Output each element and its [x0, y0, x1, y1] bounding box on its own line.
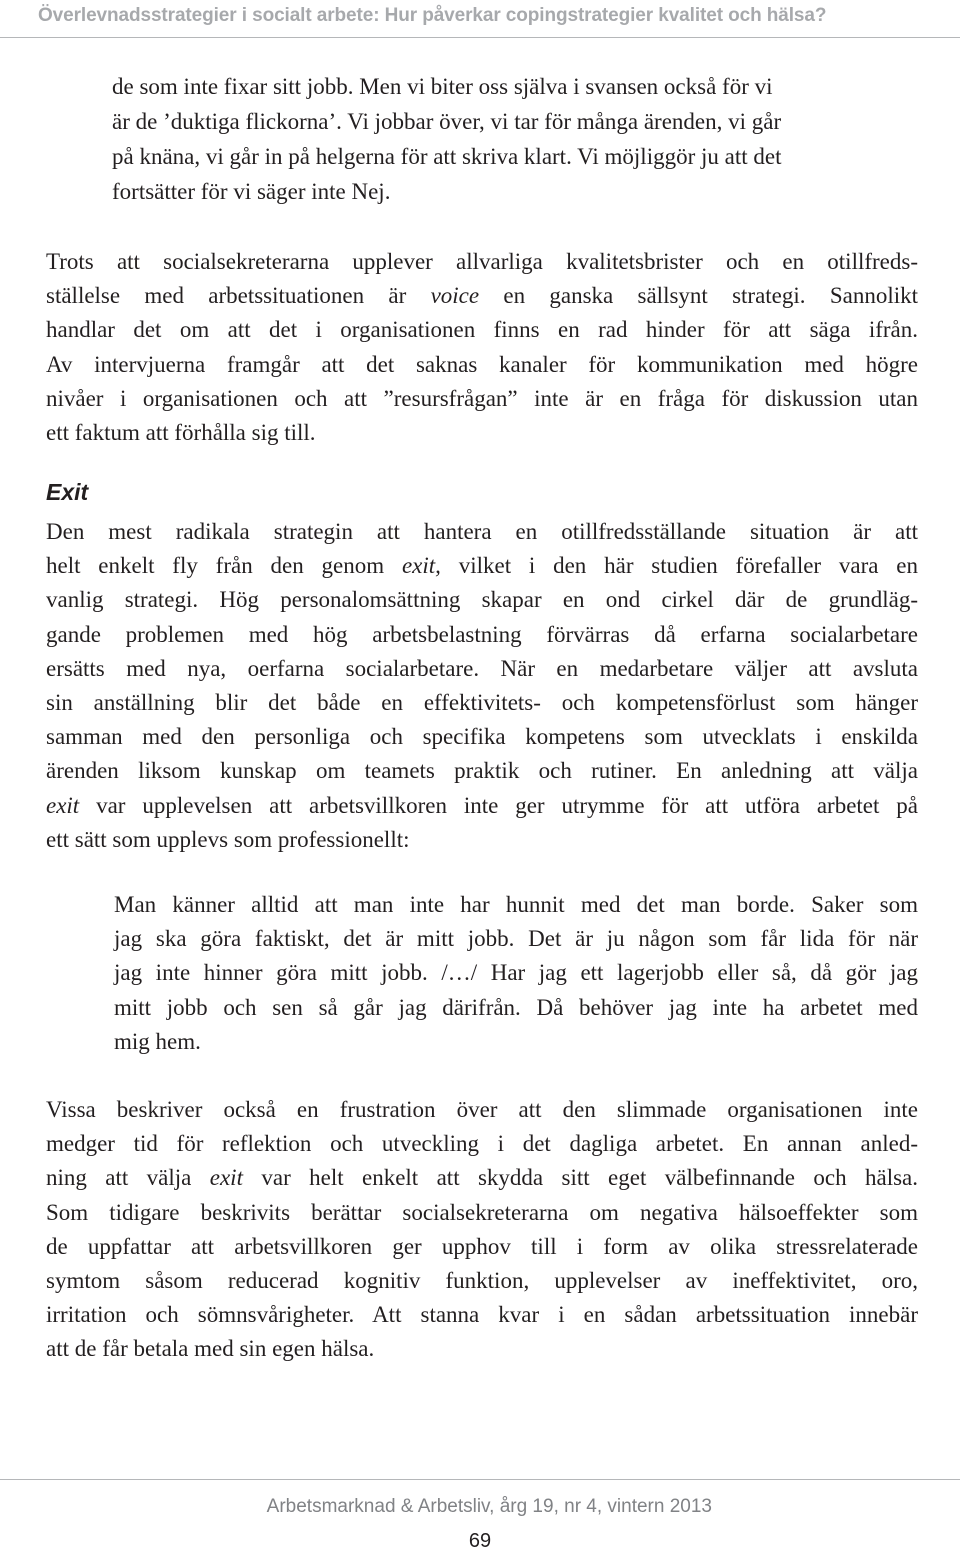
paragraph-line: Av intervjuerna framgår att det saknas kanaler för kommunikation med högre: [46, 351, 918, 377]
paragraph-line: ersätts med nya, oerfarna socialarbetare. När en medarbetare väljer att avsluta: [46, 655, 918, 681]
quote-line: de som inte fixar sitt jobb. Men vi biter oss själva i svansen också för vi: [112, 74, 773, 99]
quote-continuation: [112, 69, 920, 209]
paragraph-line: ärenden liksom kunskap om teamets praktik och rutiner. En anledning att välja: [46, 758, 918, 784]
header-rule: [0, 37, 960, 38]
text-run: ning att välja: [46, 1165, 210, 1191]
interview-blockquote: [114, 888, 918, 1059]
paragraph-line: de uppfattar att arbetsvillkoren ger upphov till i form av olika stressrelaterade: [46, 1233, 918, 1259]
paragraph-line: sin anställning blir det både en effektivitets- och kompetensförlust som hänger: [46, 690, 918, 716]
quote-line: på knäna, vi går in på helgerna för att skriva klart. Vi möjliggör ju att det: [112, 144, 782, 169]
paragraph-line: gande problemen med hög arbetsbelastning förvärras då erfarna socialarbetare: [46, 621, 918, 647]
text-run: en ganska sällsynt strategi. Sannolikt: [479, 283, 918, 309]
text-run: var upplevelsen att arbetsvillkoren inte ger utrymme för att utföra arbetet på: [79, 792, 918, 818]
paragraph-line: ett faktum att förhålla sig till.: [46, 420, 316, 446]
blockquote-line: jag ska göra faktiskt, det är mitt jobb. Det är ju någon som får lida för när: [114, 926, 918, 952]
text-run: var helt enkelt att skydda sitt eget välbefinnande och hälsa.: [242, 1165, 919, 1191]
paragraph-line: Trots att socialsekreterarna upplever allvarliga kvalitetsbrister och en otillfreds-: [46, 249, 918, 274]
paragraph-line: irritation och sömnsvårigheter. Att stanna kvar i en sådan arbetssituation innebär: [46, 1302, 918, 1328]
italic-term: exit: [209, 1165, 243, 1191]
blockquote-line: mig hem.: [114, 1028, 201, 1054]
paragraph-line: vanlig strategi. Hög personalomsättning skapar en ond cirkel där de grundläg-: [46, 587, 918, 613]
paragraph-line: [46, 789, 918, 823]
paragraph-line: att de får betala med sin egen hälsa.: [46, 1336, 375, 1362]
paragraph-line: medger tid för reflektion och utveckling i det dagliga arbetet. En annan anled-: [46, 1131, 918, 1157]
paragraph-line: samman med den personliga och specifika kompetens som utvecklats i enskilda: [46, 724, 918, 750]
footer-rule: [0, 1479, 960, 1480]
blockquote-line: jag inte hinner göra mitt jobb. /…/ Har jag ett lagerjobb eller så, då gör jag: [114, 960, 918, 986]
paragraph-line: nivåer i organisationen och att ”resursfrågan” inte är en fråga för diskussion utan: [46, 385, 918, 411]
italic-term: voice: [430, 283, 480, 309]
paragraph-line: Vissa beskriver också en frustration över att den slimmade organisationen inte: [46, 1097, 918, 1122]
page-number: 69: [468, 1530, 492, 1552]
quote-line: är de ’duktiga flickorna’. Vi jobbar över, vi tar för många ärenden, vi går: [112, 109, 782, 134]
blockquote-line: mitt jobb och sen så går jag därifrån. Då behöver jag inte ha arbetet med: [114, 994, 918, 1020]
text-run: ställelse med arbetssituationen är: [46, 283, 431, 309]
paragraph-line: ett sätt som upplevs som professionellt:: [46, 826, 410, 852]
paragraph-line: [46, 549, 918, 583]
paragraph-line: Som tidigare beskrivits berättar socialsekreterarna om negativa hälsoeffekter som: [46, 1199, 918, 1225]
running-head: Överlevnadsstrategier i socialt arbete: Hur påverkar copingstrategier kvalitet och hälsa?: [38, 5, 827, 26]
paragraph-exit: [46, 515, 918, 857]
italic-term: exit,: [401, 553, 441, 579]
paragraph-line: symtom såsom reducerad kognitiv funktion, upplevelser av ineffektivitet, oro,: [46, 1268, 918, 1294]
paragraph-line: Den mest radikala strategin att hantera en otillfredsställande situation är att: [46, 519, 918, 544]
paragraph-line: [46, 279, 918, 313]
paragraph-voice: [46, 245, 918, 450]
text-run: vilket i den här studien förefaller vara en: [440, 553, 918, 579]
footer-journal-citation: Arbetsmarknad & Arbetsliv, årg 19, nr 4, vintern 2013: [266, 1496, 712, 1517]
paragraph-line: [46, 1161, 918, 1195]
blockquote-line: Man känner alltid att man inte har hunnit med det man borde. Saker som: [114, 892, 918, 917]
quote-line: fortsätter för vi säger inte Nej.: [112, 179, 391, 204]
paragraph-frustration: [46, 1093, 918, 1367]
paragraph-line: handlar det om att det i organisationen finns en rad hinder för att säga ifrån.: [46, 317, 918, 343]
text-run: helt enkelt fly från den genom: [46, 553, 402, 579]
italic-term: exit: [46, 792, 80, 818]
section-heading-exit: Exit: [46, 479, 89, 505]
